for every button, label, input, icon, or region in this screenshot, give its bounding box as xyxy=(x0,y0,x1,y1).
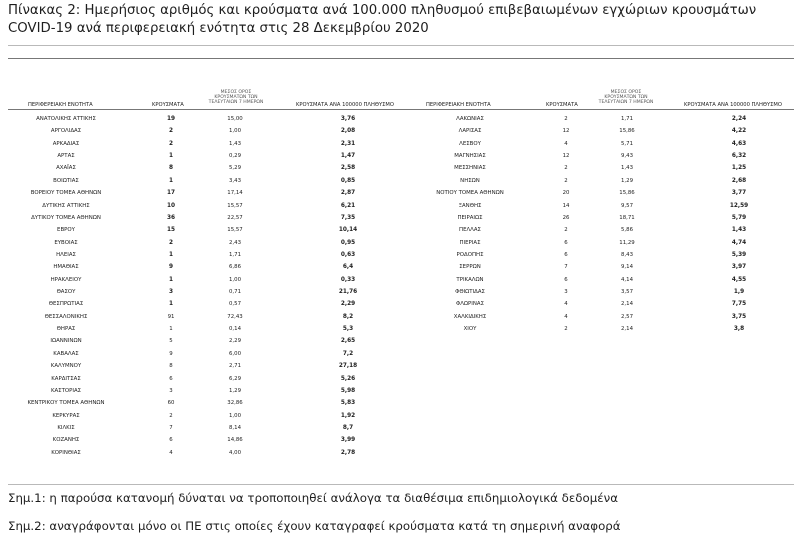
region-cell: ΑΝΑΤΟΛΙΚΗΣ ΑΤΤΙΚΗΣ xyxy=(36,116,96,122)
rate-cell: 1,47 xyxy=(340,153,356,160)
avg-cell: 5,86 xyxy=(620,227,634,234)
avg-cell: 2,71 xyxy=(228,363,242,370)
table-row xyxy=(0,175,800,187)
table-row xyxy=(0,422,400,434)
cases-cell: 8 xyxy=(168,165,174,172)
region-cell: ΜΕΣΣΗΝΙΑΣ xyxy=(454,165,486,172)
region-cell: ΠΕΙΡΑΙΩΣ xyxy=(457,214,483,221)
rate-cell: 3,8 xyxy=(733,326,745,333)
rate-cell: 2,68 xyxy=(731,177,747,184)
avg-cell: 3,43 xyxy=(228,177,242,184)
avg-cell: 1,71 xyxy=(228,251,242,258)
rate-cell: 0,95 xyxy=(340,239,356,246)
cases-cell: 6 xyxy=(169,437,173,444)
cases-cell: 3 xyxy=(564,289,568,296)
table-row xyxy=(0,274,800,286)
cases-cell: 2 xyxy=(564,326,568,333)
cases-cell: 60 xyxy=(167,400,175,407)
table-row xyxy=(0,348,400,360)
cases-cell: 8 xyxy=(169,363,173,370)
rate-cell: 5,26 xyxy=(340,375,356,382)
rate-cell: 1,92 xyxy=(340,412,356,419)
rate-cell: 1,9 xyxy=(733,289,745,296)
region-cell: ΚΙΛΚΙΣ xyxy=(57,424,75,431)
rate-cell: 3,77 xyxy=(731,190,747,197)
cases-cell: 1 xyxy=(168,153,174,160)
region-cell: ΚΟΡΙΝΘΙΑΣ xyxy=(51,449,81,456)
table-row xyxy=(0,224,800,236)
rate-cell: 5,83 xyxy=(340,400,356,407)
avg-cell: 1,00 xyxy=(228,412,242,419)
cases-cell: 4 xyxy=(564,313,568,320)
table-row xyxy=(0,323,800,335)
rate-cell: 2,31 xyxy=(340,140,356,147)
cases-cell: 20 xyxy=(562,190,570,197)
avg-cell: 15,57 xyxy=(227,202,243,209)
cases-cell: 36 xyxy=(166,214,176,221)
avg-cell: 2,14 xyxy=(620,301,634,308)
region-cell: ΘΕΣΣΑΛΟΝΙΚΗΣ xyxy=(44,313,88,320)
region-cell: ΧΑΛΚΙΔΙΚΗΣ xyxy=(453,313,487,320)
region-cell: ΑΡΓΟΛΙΔΑΣ xyxy=(50,128,82,135)
table-row xyxy=(0,249,800,261)
rate-cell: 5,39 xyxy=(731,251,747,258)
avg-cell: 8,14 xyxy=(228,424,242,431)
cases-cell: 3 xyxy=(168,289,174,296)
rate-cell: 2,58 xyxy=(340,165,356,172)
avg-cell: 9,57 xyxy=(620,202,634,209)
rate-cell: 2,08 xyxy=(340,128,356,135)
rate-cell: 4,63 xyxy=(731,140,747,147)
note-2: Σημ.2: αναγράφονται μόνο οι ΠΕ στις οποίες έχουν καταγραφεί κρούσματα κατά τη σημερινή αναφορά xyxy=(8,519,621,533)
cases-cell: 7 xyxy=(169,424,173,431)
region-cell: ΣΕΡΡΩΝ xyxy=(459,264,481,271)
region-cell: ΝΗΣΩΝ xyxy=(460,177,480,184)
avg-cell: 3,57 xyxy=(620,289,634,296)
rate-cell: 2,78 xyxy=(340,449,356,456)
table-row xyxy=(0,150,800,162)
rate-cell: 4,55 xyxy=(731,276,747,283)
header-region-left: ΠΕΡΙΦΕΡΕΙΑΚΗ ΕΝΟΤΗΤΑ xyxy=(28,102,93,108)
avg-cell: 0,29 xyxy=(228,153,242,160)
rate-cell: 21,76 xyxy=(338,289,358,296)
header-rate-left: ΚΡΟΥΣΜΑΤΑ ΑΝΑ 100000 ΠΛΗΘΥΣΜΟ xyxy=(296,102,394,108)
cases-cell: 12 xyxy=(562,153,570,160)
rate-cell: 0,33 xyxy=(340,276,356,283)
table-row xyxy=(0,434,400,446)
rate-cell: 7,75 xyxy=(731,301,747,308)
avg-cell: 4,14 xyxy=(620,276,634,283)
avg-cell: 9,14 xyxy=(620,264,634,271)
cases-cell: 6 xyxy=(169,375,173,382)
avg-note-left: ΜΕΣΟΣ ΟΡΟΣ ΚΡΟΥΣΜΑΤΩΝ ΤΩΝ ΤΕΛΕΥΤΑΙΩΝ 7 ΗΜΕΡΩΝ xyxy=(208,90,264,105)
region-cell: ΛΕΣΒΟΥ xyxy=(459,140,481,147)
table-row xyxy=(0,397,400,409)
cases-cell: 2 xyxy=(564,177,568,184)
table-row xyxy=(0,447,400,459)
rate-cell: 7,35 xyxy=(340,214,356,221)
region-cell: ΡΟΔΟΠΗΣ xyxy=(456,251,484,258)
rate-cell: 5,3 xyxy=(342,326,354,333)
cases-cell: 15 xyxy=(166,227,176,234)
rate-cell: 8,7 xyxy=(342,424,354,431)
rate-cell: 1,25 xyxy=(731,165,747,172)
cases-cell: 26 xyxy=(562,214,570,221)
avg-cell: 1,00 xyxy=(228,276,242,283)
avg-note-right: ΜΕΣΟΣ ΟΡΟΣ ΚΡΟΥΣΜΑΤΩΝ ΤΩΝ ΤΕΛΕΥΤΑΙΩΝ 7 ΗΜΕΡΩΝ xyxy=(598,90,654,105)
rate-cell: 2,65 xyxy=(340,338,356,345)
avg-cell: 1,71 xyxy=(620,116,634,122)
region-cell: ΚΑΡΔΙΤΣΑΣ xyxy=(51,375,81,382)
cases-cell: 4 xyxy=(564,140,568,147)
avg-cell: 5,29 xyxy=(228,165,242,172)
cases-cell: 1 xyxy=(168,276,174,283)
region-cell: ΜΑΓΝΗΣΙΑΣ xyxy=(454,153,486,160)
cases-cell: 17 xyxy=(166,190,176,197)
cases-cell: 1 xyxy=(169,326,173,333)
rate-cell: 3,99 xyxy=(340,437,356,444)
region-cell: ΗΜΑΘΙΑΣ xyxy=(53,264,79,271)
avg-cell: 22,57 xyxy=(227,214,243,221)
cases-cell: 9 xyxy=(169,350,173,357)
cases-cell: 2 xyxy=(168,239,174,246)
avg-cell: 2,57 xyxy=(620,313,634,320)
rate-cell: 3,75 xyxy=(731,313,747,320)
table-row xyxy=(0,138,800,150)
avg-cell: 1,43 xyxy=(228,140,242,147)
avg-cell: 1,29 xyxy=(620,177,634,184)
rate-cell: 2,87 xyxy=(340,190,356,197)
cases-cell: 2 xyxy=(564,227,568,234)
region-cell: ΤΡΙΚΑΛΩΝ xyxy=(456,276,484,283)
rate-cell: 10,14 xyxy=(338,227,358,234)
header-region-right: ΠΕΡΙΦΕΡΕΙΑΚΗ ΕΝΟΤΗΤΑ xyxy=(426,102,491,108)
avg-cell: 1,43 xyxy=(620,165,634,172)
avg-cell: 6,29 xyxy=(228,375,242,382)
region-cell: ΧΙΟΥ xyxy=(463,326,477,333)
table-row xyxy=(0,212,800,224)
avg-cell: 4,00 xyxy=(228,449,242,456)
table-row xyxy=(0,187,800,199)
region-cell: ΔΥΤΙΚΟΥ ΤΟΜΕΑ ΑΘΗΝΩΝ xyxy=(31,214,101,221)
region-cell: ΑΡΚΑΔΙΑΣ xyxy=(52,140,80,147)
avg-cell: 2,43 xyxy=(228,239,242,246)
rate-cell: 2,29 xyxy=(340,301,356,308)
table-row xyxy=(0,410,400,422)
table-row xyxy=(0,162,800,174)
region-cell: ΦΘΙΩΤΙΔΑΣ xyxy=(455,289,485,296)
avg-cell: 6,00 xyxy=(228,350,242,357)
avg-cell: 1,00 xyxy=(228,128,242,135)
table-row xyxy=(0,298,800,310)
table-row xyxy=(0,237,800,249)
cases-cell: 9 xyxy=(168,264,174,271)
avg-cell: 15,86 xyxy=(619,190,635,197)
cases-cell: 14 xyxy=(562,202,570,209)
rate-cell: 7,2 xyxy=(342,350,354,357)
header-cases-left: ΚΡΟΥΣΜΑΤΑ xyxy=(152,102,184,108)
table-row xyxy=(0,385,400,397)
cases-cell: 2 xyxy=(564,116,568,122)
avg-cell: 6,86 xyxy=(228,264,242,271)
table-row xyxy=(0,200,800,212)
cases-cell: 2 xyxy=(168,140,174,147)
rate-cell: 4,22 xyxy=(731,128,747,135)
rate-cell: 6,32 xyxy=(731,153,747,160)
header-rate-right: ΚΡΟΥΣΜΑΤΑ ΑΝΑ 100000 ΠΛΗΘΥΣΜΟ xyxy=(684,102,782,108)
table-row xyxy=(0,335,400,347)
cases-cell: 1 xyxy=(168,177,174,184)
avg-cell: 8,43 xyxy=(620,251,634,258)
table-row xyxy=(0,360,400,372)
rate-cell: 1,43 xyxy=(731,227,747,234)
region-cell: ΘΕΣΠΡΩΤΙΑΣ xyxy=(48,301,84,308)
avg-cell: 72,43 xyxy=(227,313,243,320)
header-cases-right: ΚΡΟΥΣΜΑΤΑ xyxy=(546,102,578,108)
table-top-rule xyxy=(8,58,794,59)
region-cell: ΚΕΝΤΡΙΚΟΥ ΤΟΜΕΑ ΑΘΗΝΩΝ xyxy=(27,400,105,407)
region-cell: ΙΩΑΝΝΙΝΩΝ xyxy=(50,338,82,345)
region-cell: ΕΥΒΟΙΑΣ xyxy=(54,239,78,246)
region-cell: ΗΡΑΚΛΕΙΟΥ xyxy=(50,276,82,283)
region-cell: ΑΧΑΪΑΣ xyxy=(56,165,76,172)
right-table xyxy=(0,113,800,335)
avg-cell: 17,14 xyxy=(227,190,243,197)
region-cell: ΚΕΡΚΥΡΑΣ xyxy=(52,412,80,419)
region-cell: ΚΑΣΤΟΡΙΑΣ xyxy=(50,387,82,394)
table-bottom-rule xyxy=(8,484,794,485)
avg-cell: 5,71 xyxy=(620,140,634,147)
rate-cell: 12,59 xyxy=(729,202,749,209)
region-cell: ΛΑΚΩΝΙΑΣ xyxy=(456,116,484,122)
region-cell: ΕΒΡΟΥ xyxy=(57,227,75,234)
region-cell: ΔΥΤΙΚΗΣ ΑΤΤΙΚΗΣ xyxy=(42,202,90,209)
region-cell: ΛΑΡΙΣΑΣ xyxy=(458,128,482,135)
region-cell: ΘΗΡΑΣ xyxy=(56,326,76,333)
rate-cell: 4,74 xyxy=(731,239,747,246)
rate-cell: 6,4 xyxy=(342,264,354,271)
cases-cell: 5 xyxy=(169,338,173,345)
region-cell: ΞΑΝΘΗΣ xyxy=(458,202,482,209)
cases-cell: 6 xyxy=(564,251,568,258)
cases-cell: 1 xyxy=(168,251,174,258)
table-row xyxy=(0,311,800,323)
header-rule xyxy=(8,109,794,110)
avg-cell: 0,57 xyxy=(228,301,242,308)
rate-cell: 6,21 xyxy=(340,202,356,209)
region-cell: ΘΑΣΟΥ xyxy=(56,289,76,296)
avg-cell: 32,86 xyxy=(227,400,243,407)
cases-cell: 2 xyxy=(564,165,568,172)
avg-cell: 2,14 xyxy=(620,326,634,333)
avg-cell: 15,57 xyxy=(227,227,243,234)
rate-cell: 0,85 xyxy=(340,177,356,184)
avg-cell: 15,00 xyxy=(227,116,243,122)
rate-cell: 0,63 xyxy=(340,251,356,258)
cases-cell: 2 xyxy=(169,412,173,419)
avg-cell: 14,86 xyxy=(227,437,243,444)
rate-cell: 5,98 xyxy=(340,387,356,394)
avg-cell: 2,29 xyxy=(228,338,242,345)
cases-cell: 6 xyxy=(564,239,568,246)
avg-cell: 11,29 xyxy=(619,239,635,246)
cases-cell: 4 xyxy=(564,301,568,308)
avg-cell: 15,86 xyxy=(619,128,635,135)
table-caption: Πίνακας 2: Ημερήσιος αριθμός και κρούσματα ανά 100.000 πληθυσμού επιβεβαιωμένων εγχώριων κρουσμάτων COVID-19 ανά περιφερειακή ενότητα στις 28 Δεκεμβρίου 2020 xyxy=(8,3,757,36)
avg-cell: 1,29 xyxy=(228,387,242,394)
top-divider xyxy=(8,45,794,46)
avg-cell: 18,71 xyxy=(619,214,635,221)
avg-cell: 0,71 xyxy=(228,289,242,296)
cases-cell: 10 xyxy=(166,202,176,209)
region-cell: ΚΑΛΥΜΝΟΥ xyxy=(50,363,82,370)
region-cell: ΑΡΤΑΣ xyxy=(57,153,75,160)
region-cell: ΠΕΛΛΑΣ xyxy=(459,227,481,234)
region-cell: ΚΟΖΑΝΗΣ xyxy=(52,437,80,444)
avg-cell: 9,43 xyxy=(620,153,634,160)
note-1: Σημ.1: η παρούσα κατανομή δύναται να τροποποιηθεί ανάλογα τα διαθέσιμα επιδημιολογικά δεδομένα xyxy=(8,491,618,505)
table-row xyxy=(0,286,800,298)
avg-cell: 0,14 xyxy=(228,326,242,333)
rate-cell: 8,2 xyxy=(342,313,354,320)
cases-cell: 7 xyxy=(564,264,568,271)
rate-cell: 27,18 xyxy=(338,363,358,370)
cases-cell: 4 xyxy=(169,449,173,456)
table-row xyxy=(0,113,800,125)
region-cell: ΚΑΒΑΛΑΣ xyxy=(53,350,79,357)
region-cell: ΒΟΙΩΤΙΑΣ xyxy=(53,177,79,184)
region-cell: ΝΟΤΙΟΥ ΤΟΜΕΑ ΑΘΗΝΩΝ xyxy=(436,190,504,197)
cases-cell: 1 xyxy=(168,301,174,308)
cases-cell: 3 xyxy=(169,387,173,394)
region-cell: ΠΙΕΡΙΑΣ xyxy=(459,239,481,246)
region-cell: ΗΛΕΙΑΣ xyxy=(56,251,76,258)
rate-cell: 2,24 xyxy=(731,116,747,122)
table-row xyxy=(0,261,800,273)
table-row xyxy=(0,373,400,385)
rate-cell: 3,97 xyxy=(731,264,747,271)
cases-cell: 6 xyxy=(564,276,568,283)
region-cell: ΒΟΡΕΙΟΥ ΤΟΜΕΑ ΑΘΗΝΩΝ xyxy=(30,190,102,197)
rate-cell: 5,79 xyxy=(731,214,747,221)
cases-cell: 12 xyxy=(562,128,570,135)
cases-cell: 2 xyxy=(168,128,174,135)
table-row xyxy=(0,125,800,137)
cases-cell: 19 xyxy=(166,116,176,122)
cases-cell: 91 xyxy=(167,313,175,320)
rate-cell: 3,76 xyxy=(340,116,356,122)
region-cell: ΦΛΩΡΙΝΑΣ xyxy=(455,301,485,308)
